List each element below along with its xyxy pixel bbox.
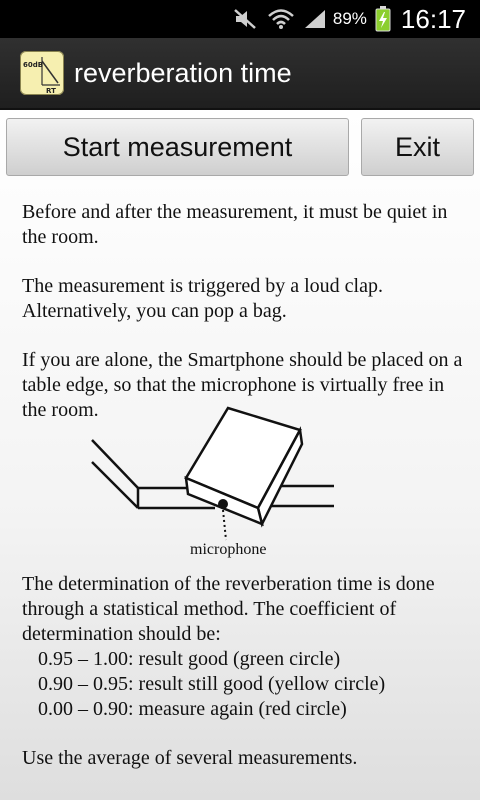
list-item: 0.90 – 0.95: result still good (yellow circle) <box>38 673 386 695</box>
wifi-icon <box>267 8 295 30</box>
mute-icon <box>233 8 259 30</box>
app-title: reverberation time <box>74 57 292 88</box>
coefficient-ranges <box>38 647 385 722</box>
app-icon[interactable] <box>20 51 64 95</box>
instruction-trigger: The measurement is triggered by a loud clap. Alternatively, you can pop a bag. <box>22 275 383 322</box>
exit-button[interactable]: Exit <box>361 118 474 176</box>
instruction-placement: If you are alone, the Smartphone should be placed on a table edge, so that the microphone is virtually free in the room. <box>22 349 463 421</box>
instruction-quiet: Before and after the measurement, it must be quiet in the room. <box>22 201 448 248</box>
start-measurement-button[interactable]: Start measurement <box>6 118 349 176</box>
content-area <box>0 110 480 800</box>
diagram-label-microphone: microphone <box>190 541 267 558</box>
list-item: 0.95 – 1.00: result good (green circle) <box>38 648 341 670</box>
battery-percent: 89% <box>332 9 367 28</box>
microphone-pointer <box>223 510 226 540</box>
phone-placement-diagram <box>80 400 350 560</box>
signal-icon <box>303 8 327 30</box>
action-bar <box>0 38 480 110</box>
table-edge-line <box>92 462 138 508</box>
app-icon-top-label: 60dB <box>23 61 44 69</box>
clock: 16:17 <box>400 3 466 34</box>
instruction-average: Use the average of several measurements. <box>22 747 358 769</box>
instruction-statistics: The determination of the reverberation time is done through a statistical method. The coefficient of determination should be: <box>22 573 435 645</box>
microphone-dot <box>218 499 228 509</box>
status-bar <box>0 0 480 38</box>
table-edge-line <box>92 440 138 488</box>
app-icon-bottom-label: RT <box>46 87 56 95</box>
battery-charging-icon <box>375 6 391 32</box>
list-item: 0.00 – 0.90: measure again (red circle) <box>38 698 347 720</box>
